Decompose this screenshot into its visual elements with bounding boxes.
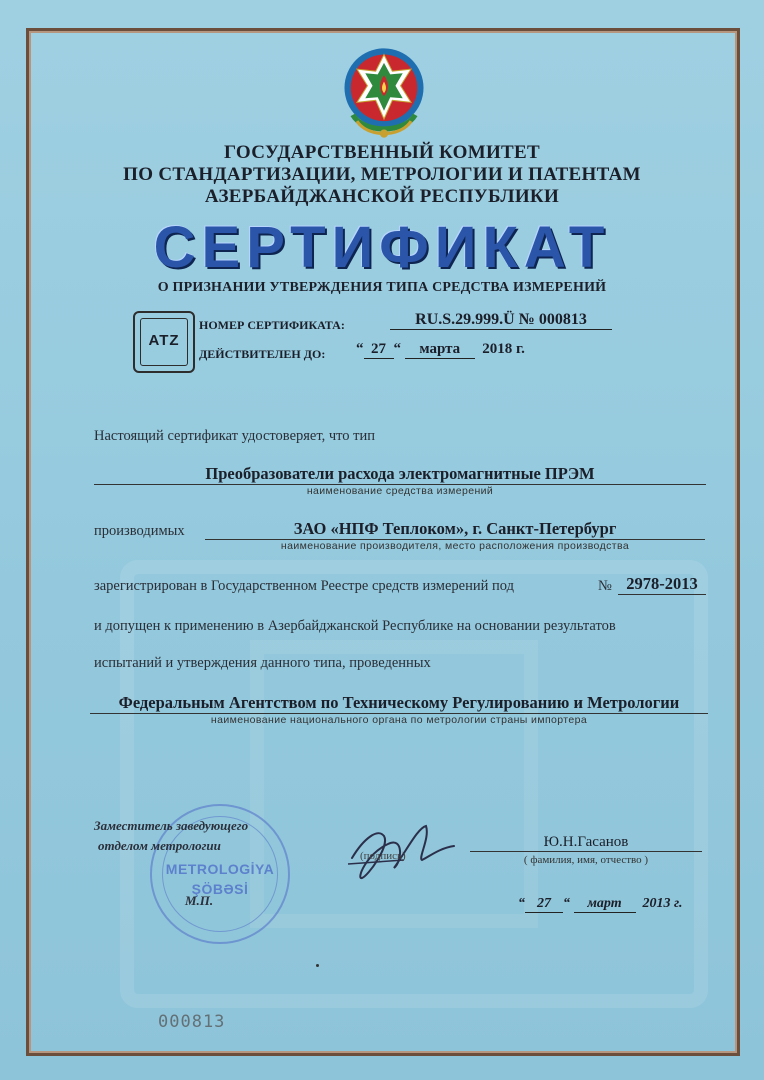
position-line-2: отделом метрологии — [98, 838, 221, 853]
atz-logo-text: ATZ — [140, 318, 188, 366]
signing-date: “ 27 “ март 2013 г. — [518, 896, 683, 911]
committee-line-1: ГОСУДАРСТВЕННЫЙ КОМИТЕТ — [224, 142, 540, 163]
produced-label: производимых — [94, 523, 185, 539]
manufacturer-caption: наименование производителя, место расположения производства — [280, 540, 630, 552]
stamp-text-line-1: METROLOGİYA — [165, 861, 275, 877]
instrument-caption: наименование средства измерений — [306, 485, 494, 497]
committee-line-2: ПО СТАНДАРТИЗАЦИИ, МЕТРОЛОГИИ И ПАТЕНТАМ — [123, 164, 641, 185]
manufacturer: ЗАО «НПФ Теплоком», г. Санкт-Петербург — [205, 519, 705, 540]
admitted-text: и допущен к применению в Азербайджанской Республике на основании результатов — [94, 618, 616, 634]
valid-month: марта — [405, 341, 475, 359]
position-line-1: Заместитель заведующего — [94, 818, 249, 833]
tests-text: испытаний и утверждения данного типа, проведенных — [94, 655, 431, 671]
certificate-number-value: RU.S.29.999.Ü № 000813 — [390, 311, 612, 330]
instrument-name: Преобразователи расхода электромагнитные ПРЭМ — [94, 464, 706, 485]
signatory-name: Ю.Н.Гасанов — [470, 834, 702, 852]
serial-number: 000813 — [158, 1012, 226, 1032]
seal-place-label: М.П. — [185, 893, 214, 908]
valid-day: 27 — [364, 341, 394, 359]
intro-text: Настоящий сертификат удостоверяет, что тип — [94, 428, 376, 444]
sign-year: 2013 г. — [642, 896, 683, 911]
registered-text: зарегистрирован в Государственном Реестре средств измерений под — [94, 578, 514, 594]
registry-number-sign: № — [598, 578, 612, 594]
atz-logo-icon — [133, 311, 195, 373]
signatory-name-caption: ( фамилия, имя, отчество ) — [523, 854, 649, 866]
certificate-title: СЕРТИФИКАТ — [153, 215, 611, 280]
valid-year: 2018 г. — [482, 341, 525, 357]
certificate-number-label: НОМЕР СЕРТИФИКАТА: — [199, 318, 345, 332]
valid-until-date: “ 27 “ марта 2018 г. — [356, 341, 525, 357]
issuing-authority — [90, 142, 674, 208]
committee-line-3: АЗЕРБАЙДЖАНСКОЙ РЕСПУБЛИКИ — [204, 186, 560, 207]
valid-until-label: ДЕЙСТВИТЕЛЕН ДО: — [199, 347, 326, 361]
ink-dot — [316, 964, 319, 967]
stamp-text-line-2: ŞÖBƏSİ — [191, 881, 249, 897]
signature-caption: (подпись) — [360, 850, 406, 862]
authority-caption: наименование национального органа по метрологии страны импортера — [210, 714, 588, 726]
authority-name: Федеральным Агентством по Техническому Регулированию и Метрологии — [90, 693, 708, 714]
certificate-subtitle: О ПРИЗНАНИИ УТВЕРЖДЕНИЯ ТИПА СРЕДСТВА ИЗМЕРЕНИЙ — [157, 280, 607, 295]
registry-number: 2978-2013 — [618, 574, 706, 595]
sign-day: 27 — [525, 896, 563, 913]
azerbaijan-emblem-icon — [332, 40, 436, 144]
sign-month: март — [574, 896, 636, 913]
